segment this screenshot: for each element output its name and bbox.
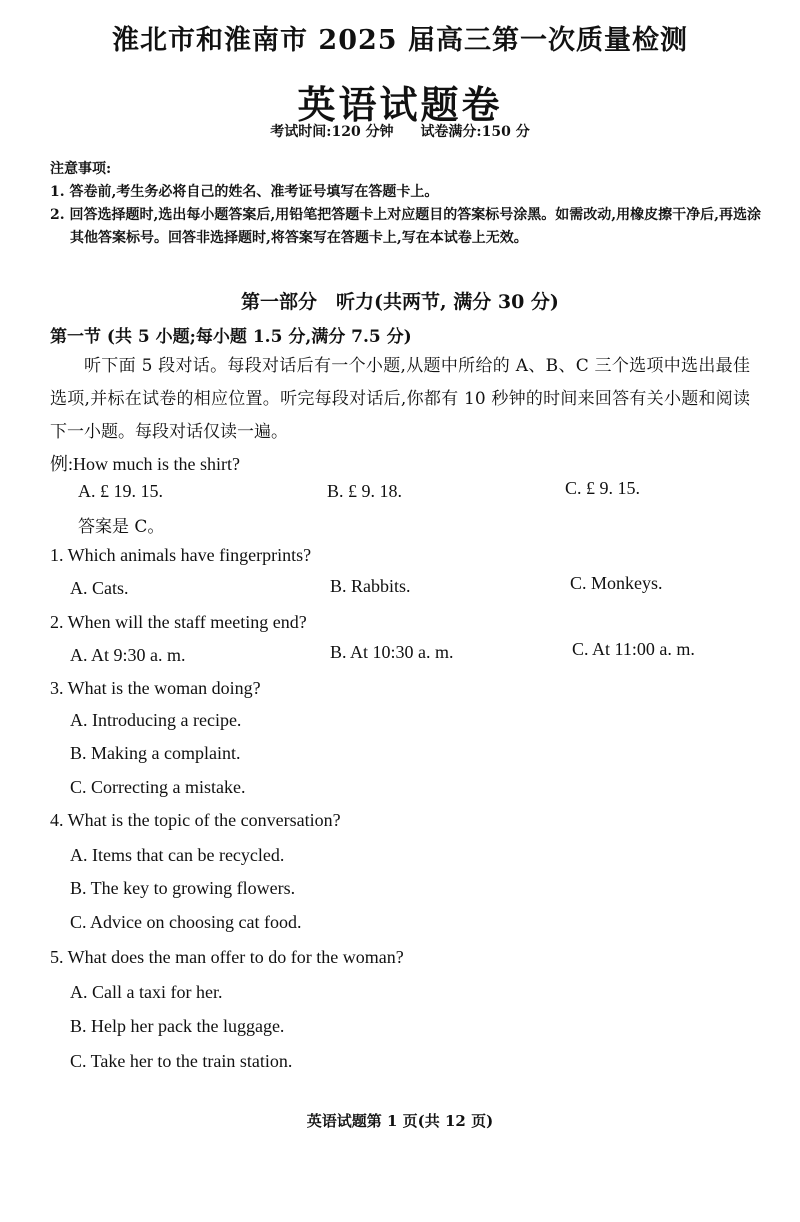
question-5: 5. What does the man offer to do for the woman?	[50, 947, 404, 967]
q5-option-b: B. Help her pack the luggage.	[70, 1016, 285, 1036]
q1-option-c: C. Monkeys.	[570, 573, 663, 593]
notice-block	[50, 158, 765, 250]
example-option-c: C. £ 9. 15.	[565, 478, 641, 498]
q1-option-b: B. Rabbits.	[330, 576, 411, 596]
exam-title: 淮北市和淮南市 2025 届高三第一次质量检测	[112, 25, 688, 56]
instructions: 听下面 5 段对话。每段对话后有一个小题,从题中所给的 A、B、C 三个选项中选出最佳选项,并标在试卷的相应位置。听完每段对话后,你都有 10 秒钟的时间来回答有关小题和阅读下一小题。每段对话仅读一遍。	[50, 356, 750, 442]
example-option-a: A. £ 19. 15.	[78, 481, 163, 501]
part-title: 第一部分 听力(共两节, 满分 30 分)	[241, 291, 559, 313]
question-3: 3. What is the woman doing?	[50, 678, 261, 698]
example-question: 例:How much is the shirt?	[50, 454, 240, 474]
q5-option-a: A. Call a taxi for her.	[70, 982, 223, 1002]
notice-heading: 注意事项:	[50, 161, 112, 177]
notice-item: 2. 回答选择题时,选出每小题答案后,用铅笔把答题卡上对应题目的答案标号涂黑。如需改动,用橡皮擦干净后,再选涂其他答案标号。回答非选择题时,将答案写在答题卡上,写在本试卷上无效。	[50, 207, 761, 246]
question-1: 1. Which animals have fingerprints?	[50, 545, 312, 565]
q2-option-b: B. At 10:30 a. m.	[330, 642, 454, 662]
q4-option-a: A. Items that can be recycled.	[70, 845, 285, 865]
question-4: 4. What is the topic of the conversation?	[50, 810, 341, 830]
question-2: 2. When will the staff meeting end?	[50, 612, 307, 632]
exam-info	[0, 121, 800, 141]
q3-option-b: B. Making a complaint.	[70, 743, 241, 763]
q4-option-c: C. Advice on choosing cat food.	[70, 912, 302, 932]
q1-option-a: A. Cats.	[70, 578, 129, 598]
exam-time: 考试时间:120 分钟	[270, 124, 394, 140]
q5-option-c: C. Take her to the train station.	[70, 1051, 293, 1071]
q2-option-a: A. At 9:30 a. m.	[70, 645, 186, 665]
example-answer: 答案是 C。	[78, 517, 165, 537]
q2-option-c: C. At 11:00 a. m.	[572, 639, 695, 659]
section-title: 第一节 (共 5 小题;每小题 1.5 分,满分 7.5 分)	[50, 327, 412, 347]
q4-option-b: B. The key to growing flowers.	[70, 878, 296, 898]
example-option-b: B. £ 9. 18.	[327, 481, 403, 501]
notice-item: 1. 答卷前,考生务必将自己的姓名、准考证号填写在答题卡上。	[50, 184, 439, 200]
q3-option-a: A. Introducing a recipe.	[70, 710, 242, 730]
page-footer: 英语试题第 1 页(共 12 页)	[306, 1112, 494, 1130]
subject-title: 英语试题卷	[297, 82, 503, 127]
q3-option-c: C. Correcting a mistake.	[70, 777, 246, 797]
exam-score: 试卷满分:150 分	[420, 124, 530, 140]
